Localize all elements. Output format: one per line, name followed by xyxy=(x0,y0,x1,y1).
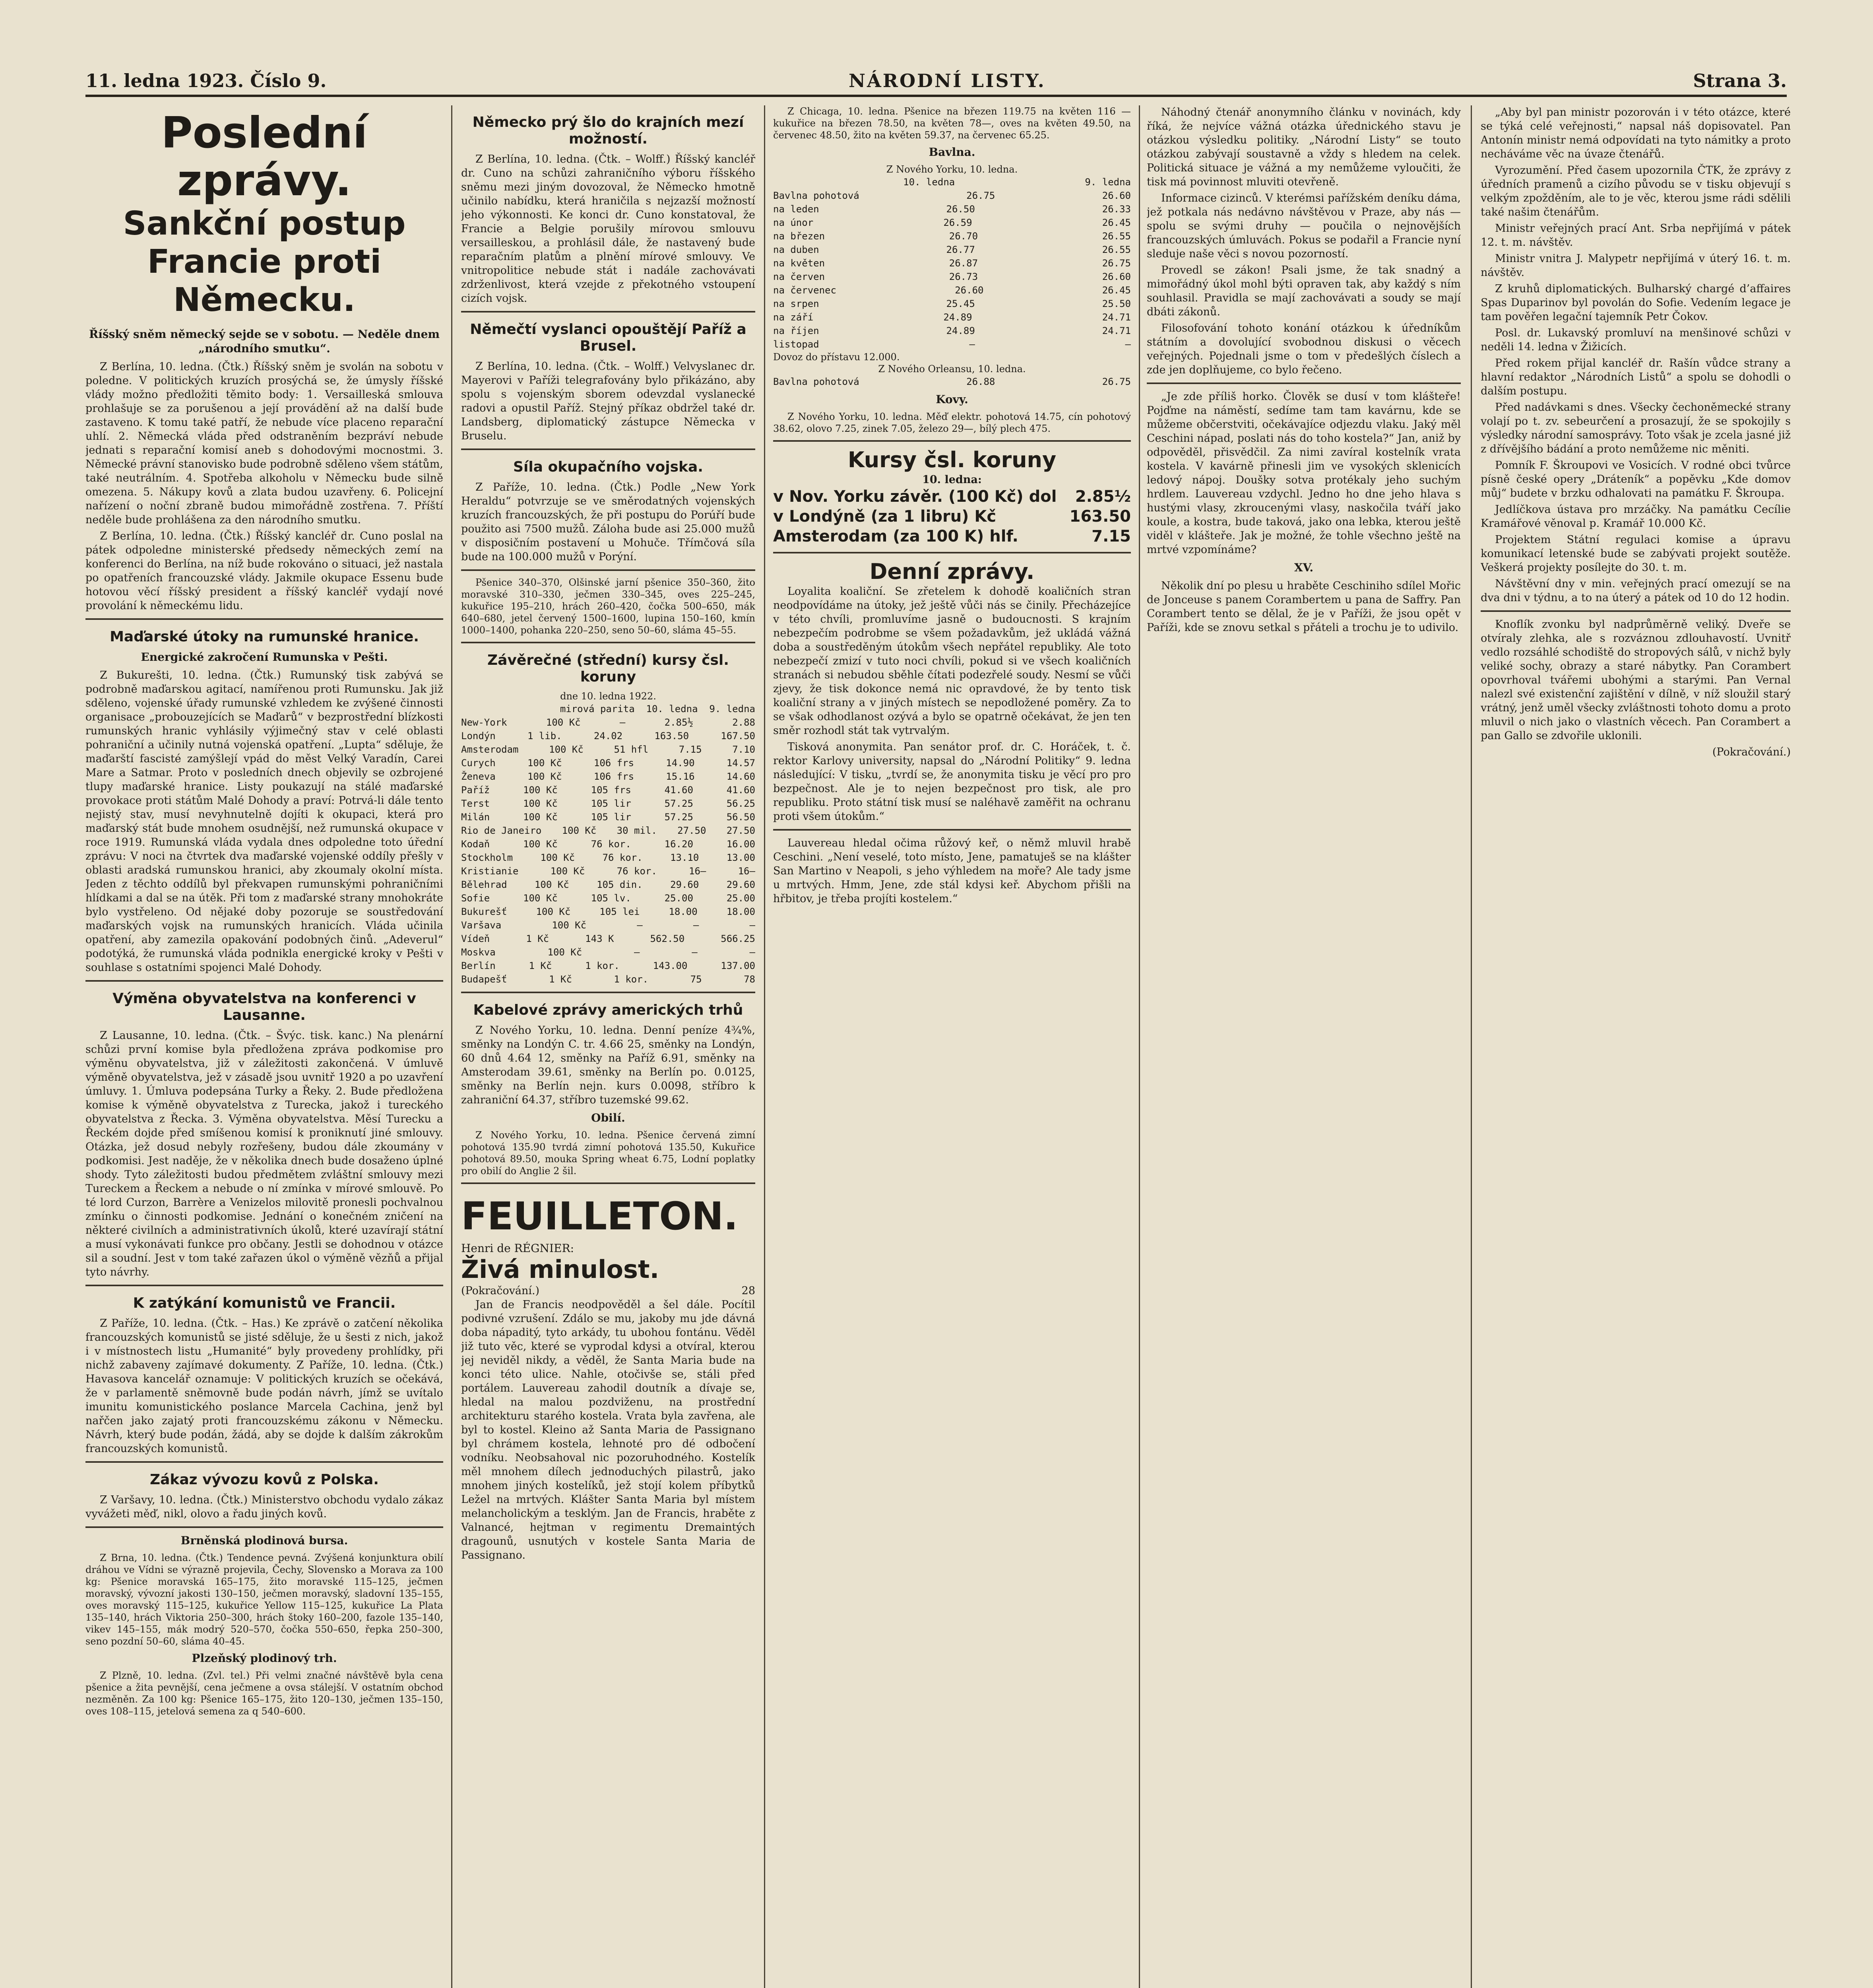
table-cell: — xyxy=(619,717,626,728)
table-cell: 26.75 xyxy=(966,190,995,201)
table-row xyxy=(773,338,1131,351)
table-cell: 105 lir xyxy=(591,812,631,823)
table-cell: 26.45 xyxy=(1102,217,1131,228)
table-cell: 16.20 xyxy=(664,839,693,850)
table-cell: 100 Kč xyxy=(523,893,558,904)
article-text: Před nadávkami s dnes. Všecky čechoněmecké strany volají po t. zv. sebeurčení a prosazují, že se spokojily s výsledky národní samosprávy. Toto však je zcela jasné již z dřívějšího bádání a proto nemůžeme nic měniti. xyxy=(1481,401,1791,455)
table-row xyxy=(461,864,755,878)
article-text: Z Nového Yorku, 10. ledna. Měď elektr. pohotová 14.75, cín pohotový 38.62, olovo 7.25, zinek 7.05, železo 29—, bílý plech 475. xyxy=(773,411,1131,434)
article-text: Provedl se zákon! Psali jsme, že tak snadný a mimořádný úkol mohl býti opraven tak, aby každý s ním souhlasil. Pravidla se mají zachovávati a soudy se mají dbáti zákonů. xyxy=(1147,264,1461,318)
table-cell: na duben xyxy=(773,244,819,255)
table-cell: 24.71 xyxy=(1102,312,1131,323)
table-row xyxy=(461,851,755,864)
table-cell: 137.00 xyxy=(721,960,755,971)
headline: Sankční postup Francie proti Německu. xyxy=(123,205,406,319)
table-cell: 105 din. xyxy=(597,879,643,890)
table-cell: Rio de Janeiro xyxy=(461,825,542,836)
rate-row xyxy=(773,507,1131,526)
table-cell: 24.71 xyxy=(1102,325,1131,336)
cotton-table xyxy=(773,175,1131,351)
table-cell: 1 kor. xyxy=(614,974,649,985)
table-cell: 105 lir xyxy=(591,798,631,809)
rate-row xyxy=(773,487,1131,507)
article-text: Z Nového Yorku, 10. ledna. Pšenice červená zimní pohotová 135.90 tvrdá zimní pohotová 135.50, Kukuřice pohotová 89.50, mouka Spring wheat 6.75, Lodní poplatky pro obilí do Anglie 2 šil. xyxy=(461,1130,755,1176)
rate-value: 7.15 xyxy=(1092,527,1131,546)
table-row xyxy=(773,243,1131,256)
table-cell: 76 kor. xyxy=(617,866,657,877)
table-cell: na únor xyxy=(773,217,814,228)
article-text: Projektem Státní regulaci komise a úpravu komunikací letenské bude se zabývati projekt soutěže. Veškerá projekty posílejte do 30. t. m. xyxy=(1481,534,1791,574)
novel-text: „Je zde příliš horko. Člověk se dusí v tom klášteře! Pojďme na náměstí, sedíme tam tam kavárnu, kde se můžeme občerstviti, očekávajíce odjezdu vlaku. Jaký měl Ceschini nápad, poslati nás do toho kostela?“ Jan, aniž by odpověděl, přisvědčil. Za nimi zavíral kostelník vrata kostela. V kavárně přinesli jim ve vysokých sklenicích ledový nápoj. Doušky sotva protékaly jeho suchým hrdlem. Lauvereau vzdychl. Jedno ho dne jeho hlava s hustými vlasy, zkroucenými vlasy, naskočila tváří jako koule, a kostra, bude taková, jako ona lebka, kterou ještě viděl v klášteře. Jak je možné, že tohle všechno ještě na mrtvé vzpomínáme? xyxy=(1147,390,1461,556)
table-cell: 100 Kč xyxy=(523,784,558,796)
table-cell: — xyxy=(692,947,698,958)
table-header: 10. ledna 9. ledna xyxy=(903,177,1131,188)
table-cell: 27.50 xyxy=(677,825,706,836)
table-cell: 100 Kč xyxy=(523,812,558,823)
table-cell: 26.45 xyxy=(1102,285,1131,296)
table-row xyxy=(461,837,755,851)
table-cell: — xyxy=(637,920,643,931)
table-row xyxy=(461,716,755,729)
table-cell: Kristianie xyxy=(461,866,519,877)
table-cell: Bavlna pohotová xyxy=(773,190,859,201)
table-cell: 167.50 xyxy=(721,730,755,742)
table-date: dne 10. ledna 1922. xyxy=(560,691,656,702)
table-row xyxy=(773,311,1131,324)
table-cell: 100 Kč xyxy=(523,839,558,850)
article-text: Tisková anonymita. Pan senátor prof. dr. C. Horáček, t. č. rektor Karlovy university, napsal do „Národní Politiky“ 9. ledna následující: V tisku, „tvrdí se, že anonymita tisku je věcí pro pro bezpečnost. Ale je to nejen bezpečnost pro tisk, ale pro republiku. Proto státní tisk musí se naléhavě zaměřit na ochranu proti všem útokům.“ xyxy=(773,741,1131,823)
rate-row xyxy=(773,526,1131,546)
article-text: Z Berlína, 10. ledna. (Čtk.) Říšský sněm je svolán na sobotu v poledne. V politických kruzích prosýchá se, že úmysly říšské vlády možno předložiti těmito body: 1. Versailleská smlouva prohlašuje se za porušenou a její provádění až na další bude zastaveno. K tomu také patří, že nebude více placeno reparační uhlí. 2. Německá vláda před odstraněním bezpráví nebude jednati s reparační komisí aneb s dohodovými mocnostmi. 3. Německé právní stanovisko bude podrobně sděleno všem státům, také neutrálním. 4. Spotřeba alkoholu v Německu bude silně omezena. 5. Nákupy kovů a zlata budou uzavřeny. 6. Policejní nařízení o noční zbraně budou mimořádně zostřena. 7. Příští neděle bude prohlášena za den národního smutku. xyxy=(85,361,443,526)
table-cell: na březen xyxy=(773,231,825,242)
table-row xyxy=(773,324,1131,338)
column-2 xyxy=(461,105,755,1988)
article-heading: Plzeňský plodinový trh. xyxy=(192,1652,337,1665)
table-cell: Bělehrad xyxy=(461,879,507,890)
novel-title: Živá minulost. xyxy=(461,1255,659,1284)
article-heading: K zatýkání komunistů ve Francii. xyxy=(133,1295,396,1311)
table-cell: 100 Kč xyxy=(550,866,585,877)
exchange-table xyxy=(461,702,755,986)
table-cell: 26.60 xyxy=(1102,271,1131,282)
table-note: Dovoz do přístavu 12.000. xyxy=(773,351,900,363)
table-cell: 106 frs xyxy=(593,757,634,769)
table-cell: 100 Kč xyxy=(527,757,562,769)
table-cell: Stockholm xyxy=(461,852,513,863)
table-cell: 1 lib. xyxy=(527,730,562,742)
table-cell: 100 Kč xyxy=(540,852,575,863)
table-row xyxy=(461,824,755,837)
article-text: Pomník F. Škroupovi ve Vosicích. V rodné obci tvůrce písně české opery „Dráteník“ a popěvku „Kde domov můj“ budete v brzku odhalovati na památku F. Škroupa. xyxy=(1481,459,1791,499)
table-cell: 16— xyxy=(689,866,706,877)
novel-text: Jan de Francis neodpověděl a šel dále. Pocítil podivné vzrušení. Zdálo se mu, jakoby mu jde dávná doba nápaditý, tyto arkády, tu ubohou fontánu. Věděl již tuto věc, které se vyprodal kdysi a otvíral, kterou jej neviděl nikdy, a věděl, že Santa Maria bude na konci této ulice. Nahle, otočivše se, stáli před portálem. Lauvereau zahodil doutník a dívaje se, hledal na malou pozdviženu, na prostřední architekturu starého kostela. Vrata byla zavřena, ale byl to kostel. Kleino až Santa Maria de Passignano byl chrámem kostela, lehnoté pro dé odbočení vodníku. Neobsahoval nic pozoruhodného. Kostelík měl mnohem dílech jednoduchých pilastrů, jako mnohem jiných kostelíků, jež stojí kolem příbytků Ležel na mrtvých. Klášter Santa Maria byl místem melancholickým a tesklým. Jan de Francis, hraběte z Valnancé, hejtman v regimentu Dremaintých dragounů, usnutých v kostele Santa Maria de Passignano. xyxy=(461,1299,755,1561)
rate-value: 2.85½ xyxy=(1075,487,1131,506)
table-cell: Berlín xyxy=(461,960,496,971)
table-cell: 76 kor. xyxy=(591,839,631,850)
table-cell: 2.88 xyxy=(732,717,755,728)
column-4 xyxy=(1147,105,1461,1988)
article-text: Loyalita koaliční. Se zřetelem k dohodě koaličních stran neodpovídáme na útoky, jež ještě vůči nás se činily. Přecházejíce v této chvíli, promluvíme jasně o budoucnosti. S krajním nebezpečím podrobme se všem požadavkům, jež ukládá vážná doba a soustředěným útokům všech nepřátel republiky. Ale toto nebezpečí zmizí v tuto noci chvíli, pokud si ve všech koaličních stranách si nebudou sběhle čítati podezřelé soudy. Nesmí se vůči zjevy, že tisk dokonce nemá nic opravdové, že by tento tisk koaliční strany a v jiných místech se nepodložené poměry. Za to se však odhodlanost ozývá a bylo se opatrně očekávat, že jen ten směr rozhodl stát tak vytrvalým. xyxy=(773,585,1131,737)
article-heading: Kovy. xyxy=(936,393,968,406)
table-cell: — xyxy=(749,920,755,931)
article-heading: Maďarské útoky na rumunské hranice. xyxy=(110,629,419,645)
rate-label: v Londýně (za 1 libru) Kč xyxy=(773,507,997,526)
table-cell: 100 Kč xyxy=(523,798,558,809)
table-row xyxy=(773,283,1131,297)
novel-subtitle: (Pokračování.) xyxy=(461,1285,540,1297)
article-text: Z kruhů diplomatických. Bulharský chargé d’affaires Spas Duparinov byl povolán do Sofie. Vedením legace je tam pověřen legační tajemník Petr Čokov. xyxy=(1481,283,1791,323)
table-cell: 51 hfl xyxy=(614,744,649,755)
table-row xyxy=(461,770,755,783)
novel-text: Knoflík zvonku byl nadprůměrně veliký. Dveře se otvíraly zlehka, ale s rozváznou zdlouhavostí. Uvnitř vedlo rozsáhlé schodiště do stropových sálů, v nichž byly veliké sochy, obrazy a staré nábytky. Pan Corambert opovrhoval tvářemi ubohými a starými. Pan Vernal nalezl své existenční zajištění v dílně, v níž sloužil starý vrátný, jenž uměl všecky zvláštnosti tohoto domu a proto mluvil o nich jako o vlastních věcech. Pan Corambert a pan Gallo se zdvořile uklonili. xyxy=(1481,618,1791,742)
article-text: Z Brna, 10. ledna. (Čtk.) Tendence pevná. Zvýšená konjunktura obilí dráhou ve Vídni se výrazně projevila, Čechy, Slovensko a Morava za 100 kg: Pšenice moravská 165–175, žito moravské 115–125, ječmen moravský, vývozní jakosti 130–150, ječmen moravský, sladovní 135–155, oves moravský 115–125, kukuřice Yellow 115–125, kukuřice La Plata 135–140, hrách Viktoria 250–300, hrách štoky 160–200, fazole 135–140, vikev 145–155, mák modrý 520–570, čočka 550–650, řepka 250–300, seno pozdní 50–60, sláma 40–45. xyxy=(85,1552,443,1647)
table-cell: 7.10 xyxy=(732,744,755,755)
table-cell: 26.55 xyxy=(1102,244,1131,255)
table-cell: 29.60 xyxy=(726,879,755,890)
table-cell: Varšava xyxy=(461,920,502,931)
table-cell: Terst xyxy=(461,798,490,809)
table-cell: 27.50 xyxy=(726,825,755,836)
table-cell: 163.50 xyxy=(654,730,689,742)
table-cell: 1 Kč xyxy=(526,933,549,944)
column-1 xyxy=(85,105,443,1988)
table-cell: 26.50 xyxy=(946,204,975,215)
article-text: Z Nového Yorku, 10. ledna. Denní peníze 4¾%, směnky na Londýn C. tr. 4.66 25, směnky na Londýn, 60 dnů 4.64 12, směnky na Paříž 6.91, směnky na Amsterodam 39.61, směnky na Berlín po. 0.0125, směnky na Berlín nejn. kurs 0.0098, stříbro k zahraniční 64.37, stříbro tuzemské 99.62. xyxy=(461,1024,755,1106)
table-cell: — xyxy=(634,947,640,958)
table-cell: 16.00 xyxy=(726,839,755,850)
section-title: Poslední zprávy. xyxy=(161,108,368,206)
masthead xyxy=(85,67,1787,97)
table-cell: 1 Kč xyxy=(529,960,552,971)
table-row xyxy=(461,945,755,959)
table-cell: 25.50 xyxy=(1102,298,1131,309)
section-title: Denní zprávy. xyxy=(869,559,1035,584)
table-cell: Bukurešť xyxy=(461,906,507,917)
article-text: Před rokem přijal kancléř dr. Rašín vůdce strany a hlavní redaktor „Národních Listů“ a spolu se dohodli o dalším postupu. xyxy=(1481,357,1791,397)
table-cell: 100 Kč xyxy=(562,825,597,836)
article-text: Z Berlína, 10. ledna. (Čtk.) Říšský kancléř dr. Cuno poslal na pátek odpoledne ministerské předsedy německých zemí na konferenci do Berlína, na níž bude rokováno o situaci, jež nastala po opatřeních francouzské vlády. Jakmile okupace Essenu bude hotovou věcí říšský president a říšský kancléř vydají nové provolání k německému lidu. xyxy=(85,530,443,612)
table-cell: 106 frs xyxy=(593,771,634,782)
table-cell: 25.45 xyxy=(946,298,975,309)
table-row xyxy=(773,256,1131,270)
table-cell: 143.00 xyxy=(653,960,688,971)
table-cell: 2.85½ xyxy=(664,717,693,728)
table-cell: Curych xyxy=(461,757,496,769)
article-text: Z Berlína, 10. ledna. (Čtk. – Wolff.) Říšský kancléř dr. Cuno na schůzi zahraničního výboru říšského sněmu mezi jiným dovozoval, že Německo hmotně učinilo nabídku, která hraničila s nejzazší možností jeho výkonnosti. Ke konci dr. Cuno konstatoval, že Francie a Belgie porušily mírovou smlouvu versailleskou, a prohlásil dále, že nastavený bude reparačním platům a plnění mírové smlouvy. Ve vnitropolitice nebude stát i nadále zachovávati zdrženlivost, která vzejde z překotného vstoupení cizích vojsk. xyxy=(461,153,755,305)
table-cell: 25.00 xyxy=(726,893,755,904)
article-subheading: Energické zakročení Rumunska v Pešti. xyxy=(141,650,388,664)
table-cell: 13.10 xyxy=(670,852,699,863)
chapter-number: XV. xyxy=(1294,561,1314,574)
table-cell: 100 Kč xyxy=(527,771,562,782)
table-row xyxy=(461,810,755,824)
column-rule xyxy=(1139,105,1140,1988)
rates-date: 10. ledna: xyxy=(922,474,982,486)
table-cell: na říjen xyxy=(773,325,819,336)
table-cell: 26.59 xyxy=(943,217,972,228)
table-cell: Budapešť xyxy=(461,974,507,985)
table-row xyxy=(461,878,755,891)
table-heading: Závěrečné (střední) kursy čsl. koruny xyxy=(487,652,729,685)
article-text: Náhodný čtenář anonymního článku v novinách, kdy říká, že nejvíce vážná otázka úřednického stavu je otázkou výsledku politiky. „Národní Listy“ se touto otázkou zabývají soustavně a vždy s hledem na celek. Politická situace je vážná a my nemůžeme vyloučiti, že tisk má povinnost mluviti otevřeně. xyxy=(1147,106,1461,188)
table-cell: Milán xyxy=(461,812,490,823)
table-cell: Amsterodam xyxy=(461,744,519,755)
article-heading: Němečtí vyslanci opouštějí Paříž a Brusel. xyxy=(470,321,746,354)
table-cell: 57.25 xyxy=(664,812,693,823)
column-5 xyxy=(1481,105,1791,1988)
article-heading: Kabelové zprávy amerických trhů xyxy=(473,1002,743,1018)
article-text: Ministr veřejných prací Ant. Srba nepřijímá v pátek 12. t. m. návštěv. xyxy=(1481,222,1791,248)
article-text: Z Bukurešti, 10. ledna. (Čtk.) Rumunský tisk zabývá se podrobně maďarskou agitací, namířenou proti Rumunsku. Jak již sděleno, vojenské úřady rumunské vzhledem ke zvýšené činnosti organisace „probouzejících se Maďarů“ v bezprostřední blízkosti rumunských hranic vyhlásily výjimečný stav v celé oblasti pohraniční a učinily nutná vojenská opatření. „Lupta“ sděluje, že maďarští fascisté zamýšlejí vpád do měst Velký Varadín, Carei Mare a Satmar. Proto v posledních dnech objevily se ozbrojené tlupy maďarské hranice. Listy poukazují na stálé maďarské provokace proti státům Malé Dohody a praví: Potrvá-li dále tento nejistý stav, musí nevyhnutelně dojíti k okupaci, která pro maďarský stát bude mnohem osudnější, než rumunská okupace v roce 1919. Rumunská vláda vydala dnes odpoledne toto úřední zprávu: V noci na čtvrtek dva maďarské vojenské oddíly přešly v oblasti aradská rumunskou hranici, aby zkoumaly okolní místa. Jeden z těchto oddílů byl překvapen rumunskými pohraničními hlídkami a dal se na útěk. Při tom z maďarské strany mnohokráte bylo vystřeleno. Od nějaké doby pozoruje se soustředování maďarských vojsk na rumunských hranicích. Vláda učinila opatření, aby zamezila opakování podobných činů. „Adeverul“ podotýká, že rumunská vláda podnikla energické kroky v Pešti v souhlase s ostatními spojenci Malé Dohody. xyxy=(85,669,443,974)
table-row xyxy=(773,297,1131,311)
table-cell: 26.33 xyxy=(1102,204,1131,215)
article-text: Z Paříže, 10. ledna. (Čtk.) Podle „New York Heraldu“ potvrzuje se ve směrodatných vojenských kruzích francouzských, že při postupu do Porúří bude použito asi 7500 mužů. Záloha bude asi 25.000 mužů v disposičním postavení u Mohuče. Třímčová síla bude na 100.000 mužů v Porýní. xyxy=(461,481,755,563)
table-cell: 100 Kč xyxy=(546,717,581,728)
article-heading: Síla okupačního vojska. xyxy=(513,459,703,475)
table-row xyxy=(461,756,755,770)
table-cell: 56.25 xyxy=(726,798,755,809)
table-cell: 100 Kč xyxy=(547,947,582,958)
table-cell: 26.73 xyxy=(949,271,978,282)
table-cell: 26.60 xyxy=(1102,190,1131,201)
article-text: Jedlíčkova ústava pro mrzáčky. Na památku Cecílie Kramářové věnoval p. Kramář 10.000 Kč. xyxy=(1481,503,1791,530)
table-cell: Kodaň xyxy=(461,839,490,850)
table-row xyxy=(461,905,755,918)
table-cell: 143 K xyxy=(585,933,614,944)
table-cell: 14.60 xyxy=(726,771,755,782)
table-cell: 100 Kč xyxy=(549,744,584,755)
table-cell: 7.15 xyxy=(679,744,702,755)
article-text: Vyrozumění. Před časem upozornila ČTK, že zprávy z úředních pramenů a cizího původu se v tisku objevují s velkým zpožděním, ale to je věc, kterou jsme rádi sdělili také našim čtenářům. xyxy=(1481,164,1791,218)
table-cell: 105 lv. xyxy=(591,893,631,904)
table-cell: na květen xyxy=(773,258,825,269)
article-subheading: Z Nového Orleansu, 10. ledna. xyxy=(878,363,1026,375)
article-text: Z Chicaga, 10. ledna. Pšenice na březen 119.75 na květen 116 — kukuřice na březen 78.50, na květen 78—, oves na květen 49.50, na červenec 48.50, žito na květen 59.37, na červenec 65.25. xyxy=(773,106,1131,141)
table-cell: Ženeva xyxy=(461,771,496,782)
table-cell: 26.55 xyxy=(1102,231,1131,242)
table-cell: 26.70 xyxy=(949,231,978,242)
article-heading: Bavlna. xyxy=(929,146,975,159)
table-row xyxy=(461,891,755,905)
table-cell: 105 frs xyxy=(591,784,631,796)
article-text: Z Varšavy, 10. ledna. (Čtk.) Ministerstvo obchodu vydalo zákaz vyvážeti měď, nikl, olovo a řadu jiných kovů. xyxy=(85,1494,443,1520)
table-row xyxy=(461,783,755,797)
table-cell: 18.00 xyxy=(726,906,755,917)
table-cell: Paříž xyxy=(461,784,490,796)
table-cell: 100 Kč xyxy=(552,920,587,931)
table-cell: 56.50 xyxy=(726,812,755,823)
table-cell: Sofie xyxy=(461,893,490,904)
table-row xyxy=(773,189,1131,202)
table-cell: — xyxy=(1125,339,1131,350)
rates-table xyxy=(773,487,1131,546)
article-heading: Říšský sněm německý sejde se v sobotu. — Neděle dnem „národního smutku“. xyxy=(89,328,440,355)
issue-date: 11. ledna 1923. Číslo 9. xyxy=(85,70,327,91)
table-cell: New-York xyxy=(461,717,507,728)
table-cell: 41.60 xyxy=(664,784,693,796)
article-text: Z Berlína, 10. ledna. (Čtk. – Wolff.) Velvyslanec dr. Mayerovi v Paříži telegrafovány bylo přikázáno, aby spolu s vojenským sborem odevzdal vyslanecké radovi a opustil Paříž. Stejný příkaz obdržel také dr. Landsberg, diplomatický zástupce Německa v Bruselu. xyxy=(461,360,755,442)
table-cell: listopad xyxy=(773,339,819,350)
table-cell: 105 lei xyxy=(599,906,640,917)
table-cell: 29.60 xyxy=(670,879,699,890)
novel-text: Lauvereau hledal očima růžový keř, o němž mluvil hrabě Ceschini. „Není veselé, toto místo, Jene, pamatuješ se na klášter San Martino v Neapoli, s jeho výhledem na moře? Ale tady jsme u mrtvých. Hmm, Jene, zde stál kdysi keř. Abychom přišli na hřbitov, je třeba projíti kostelem.“ xyxy=(773,837,1131,905)
table-cell: — xyxy=(969,339,975,350)
table-cell: 1 kor. xyxy=(585,960,620,971)
table-cell: 100 Kč xyxy=(534,879,569,890)
table-cell: na červen xyxy=(773,271,825,282)
column-3 xyxy=(773,105,1131,1988)
article-heading: Obilí. xyxy=(591,1111,625,1124)
table-cell: — xyxy=(693,920,699,931)
rate-label: Amsterodam (za 100 K) hlf. xyxy=(773,527,1018,546)
table-cell: 24.02 xyxy=(593,730,623,742)
table-cell: Vídeň xyxy=(461,933,490,944)
rate-label: v Nov. Yorku závěr. (100 Kč) dol xyxy=(773,487,1057,506)
table-cell: 14.90 xyxy=(666,757,695,769)
table-cell: 15.16 xyxy=(666,771,695,782)
article-heading: Brněnská plodinová bursa. xyxy=(180,1534,348,1547)
article-text: Pšenice 340–370, Olšinské jarní pšenice 350–360, žito moravské 310–330, ječmen 330–345, oves 225–245, kukuřice 195–210, hrách 260–420, čočka 500–650, mák 640–680, jetel červený 1500–1600, lupina 150–160, kmín 1000–1400, pohanka 220–250, seno 50–60, sláma 45–55. xyxy=(461,577,755,636)
installment-number: 28 xyxy=(741,1285,755,1297)
article-text: Posl. dr. Lukavský promluví na menšinové schůzi v neděli 14. ledna v Žižicích. xyxy=(1481,327,1791,353)
table-cell: 26.75 xyxy=(1102,258,1131,269)
continuation-note: (Pokračování.) xyxy=(1712,746,1791,758)
table-cell: 26.77 xyxy=(946,244,975,255)
table-cell: 1 Kč xyxy=(549,974,572,985)
table-header: mirová parita 10. ledna 9. ledna xyxy=(560,703,755,714)
rate-value: 163.50 xyxy=(1069,507,1131,526)
table-cell: na červenec xyxy=(773,285,836,296)
table-cell: 14.57 xyxy=(726,757,755,769)
table-cell: — xyxy=(749,947,755,958)
table-row xyxy=(461,932,755,945)
table-row xyxy=(773,270,1131,283)
rates-heading: Kursy čsl. koruny xyxy=(847,447,1057,472)
table-cell: 57.25 xyxy=(664,798,693,809)
table-cell: 16— xyxy=(738,866,755,877)
table-row xyxy=(461,729,755,743)
table-cell: Londýn xyxy=(461,730,496,742)
table-cell: 26.87 xyxy=(949,258,978,269)
article-heading: Výměna obyvatelstva na konferenci v Lausanne. xyxy=(112,990,416,1023)
page-number: Strana 3. xyxy=(1693,70,1787,91)
column-rule xyxy=(1471,105,1472,1988)
table-cell: 24.89 xyxy=(943,312,972,323)
table-row: Bavlna pohotová 26.88 26.75 xyxy=(773,376,1131,387)
article-text: Z Lausanne, 10. ledna. (Čtk. – Švýc. tisk. kanc.) Na plenární schůzi první komise byla předložena zpráva podkomise pro výměnu obyvatelstva, již v záležitosti zakončená. V úmluvě výměně obyvatelstva, jež v zásadě jsou uvnitř 1920 a po uzavření úmluvy. 1. Úmluva podepsána Turky a Řeky. 2. Bude předložena komise k výměně obyvatelstva z Turecka, jakož i tureckého obyvatelstva z Řecka. 3. Výměna obyvatelstva. Měsí Turecku a Řeckém dojde před smíšenou komisí k proniknutí jiné smlouvy. Otázka, jež dosud nebyly rozřešeny, budou dále zkoumány v podkomisi. Jest naděje, že v několika dnech bude dosaženo úplné shody. Tyto záležitosti budou předmětem zvláštní smlouvy mezi Tureckem a Řeckem a nebude o ní zmínka v mírové smlouvě. Po té lord Curzon, Barrère a Venizelos milovitě pronesli pochvalnou zmínku o činnosti podkomise. Jednání o konečném zničení na některé civilních a administrativních úkolů, které uzavírají státní a musí vykonávati funkce pro občany. Jestli se dohodnou v otázce sil a soudní. Jest v tom také zařazen úkol o výměně vězňů a přijal tyto návrhy. xyxy=(85,1029,443,1278)
table-row xyxy=(773,229,1131,243)
table-cell: 13.00 xyxy=(726,852,755,863)
table-cell: na srpen xyxy=(773,298,819,309)
column-rule xyxy=(764,105,765,1988)
table-cell: 18.00 xyxy=(669,906,698,917)
table-row xyxy=(773,216,1131,229)
table-cell: 30 mil. xyxy=(617,825,657,836)
table-cell: 100 Kč xyxy=(536,906,571,917)
table-cell: 78 xyxy=(744,974,755,985)
article-heading: Zákaz vývozu kovů z Polska. xyxy=(150,1472,379,1488)
table-cell: 566.25 xyxy=(721,933,755,944)
table-cell: 25.00 xyxy=(664,893,693,904)
article-text: Filosofování tohoto konání otázkou k úředníkům státním a dovolující svobodnou diskusi o věcech veřejných. Pojednali jsme o tom v předešlých číslech a zde jen doplňujeme, co bylo řečeno. xyxy=(1147,322,1461,376)
article-text: „Aby byl pan ministr pozorován i v této otázce, které se týká celé veřejnosti,“ napsal náš dopisovatel. Pan Antonín ministr nemá odpovídati na tyto námitky a proto necháváme věc na úvaze čtenářů. xyxy=(1481,106,1791,160)
paper-name: NÁRODNÍ LISTY. xyxy=(849,70,1046,91)
article-text: Informace cizinců. V kterémsi pařížském deníku dáma, jež potkala nás nedávno návštěvou v Praze, aby nás — spolu se svými druhy — poučila o nejnovějších francouzských úmluvách. Pokus se podařil a Francie nyní sleduje naše věci s novou pozorností. xyxy=(1147,192,1461,260)
novel-text: Několik dní po plesu u hraběte Ceschiniho sdílel Mořic de Jonceuse s panem Corambertem u pana de Saffry. Pan Corambert tento se dělal, že je v Paříži, že jsou opět v Paříži, kde se znovu setkal s přáteli a trochu je to udivilo. xyxy=(1147,580,1461,634)
table-cell: 41.60 xyxy=(726,784,755,796)
table-row xyxy=(461,743,755,756)
table-cell: Moskva xyxy=(461,947,496,958)
table-row xyxy=(773,202,1131,216)
table-row xyxy=(461,959,755,973)
article-text: Ministr vnitra J. Malypetr nepřijímá v úterý 16. t. m. návštěv. xyxy=(1481,252,1791,279)
table-cell: na leden xyxy=(773,204,819,215)
table-row xyxy=(461,973,755,986)
table-cell: 24.89 xyxy=(946,325,975,336)
column-rule xyxy=(451,105,452,1988)
table-cell: 562.50 xyxy=(650,933,685,944)
table-cell: 76 kor. xyxy=(602,852,643,863)
table-cell: 75 xyxy=(690,974,702,985)
table-row xyxy=(461,797,755,810)
article-text: Z Paříže, 10. ledna. (Čtk. – Has.) Ke zprávě o zatčení několika francouzských komunistů se jisté sděluje, že u šesti z nich, jakož i v místnostech listu „Humanité“ byly provedeny prohlídky, při nichž zabaveny zajímavé dokumenty. Z Paříže, 10. ledna. (Čtk.) Havasova kancelář oznamuje: V politických kruzích se očekává, že v parlamentě sněmovně bude podán návrh, jímž se uvítalo imunitu komunistického poslance Marcela Cachina, jenž byl nařčen jako zajatý proti francouzskému zákonu v Německu. Návrh, který bude podán, žádá, aby se dojde k dalším zákrokům francouzských komunistů. xyxy=(85,1317,443,1455)
article-text: Z Plzně, 10. ledna. (Zvl. tel.) Při velmi značné návštěvě byla cena pšenice a žita pevnější, cena ječmene a ovsa stálejší. V ostatním obchod nezměněn. Za 100 kg: Pšenice 165–175, žito 120–130, ječmen 135–150, oves 108–115, jetelová semena za q 540–600. xyxy=(85,1670,443,1717)
author: Henri de RÉGNIER: xyxy=(461,1242,574,1255)
article-text: Návštěvní dny v min. veřejných prací omezují se na dva dni v týdnu, a to na úterý a pátek od 10 do 12 hodin. xyxy=(1481,578,1791,604)
article-subheading: Z Nového Yorku, 10. ledna. xyxy=(886,164,1018,175)
table-row xyxy=(461,918,755,932)
feuilleton-title: FEUILLETON. xyxy=(461,1194,738,1239)
table-cell: na září xyxy=(773,312,814,323)
table-cell: 26.60 xyxy=(955,285,984,296)
article-heading: Německo prý šlo do krajních mezí možností. xyxy=(472,114,744,147)
